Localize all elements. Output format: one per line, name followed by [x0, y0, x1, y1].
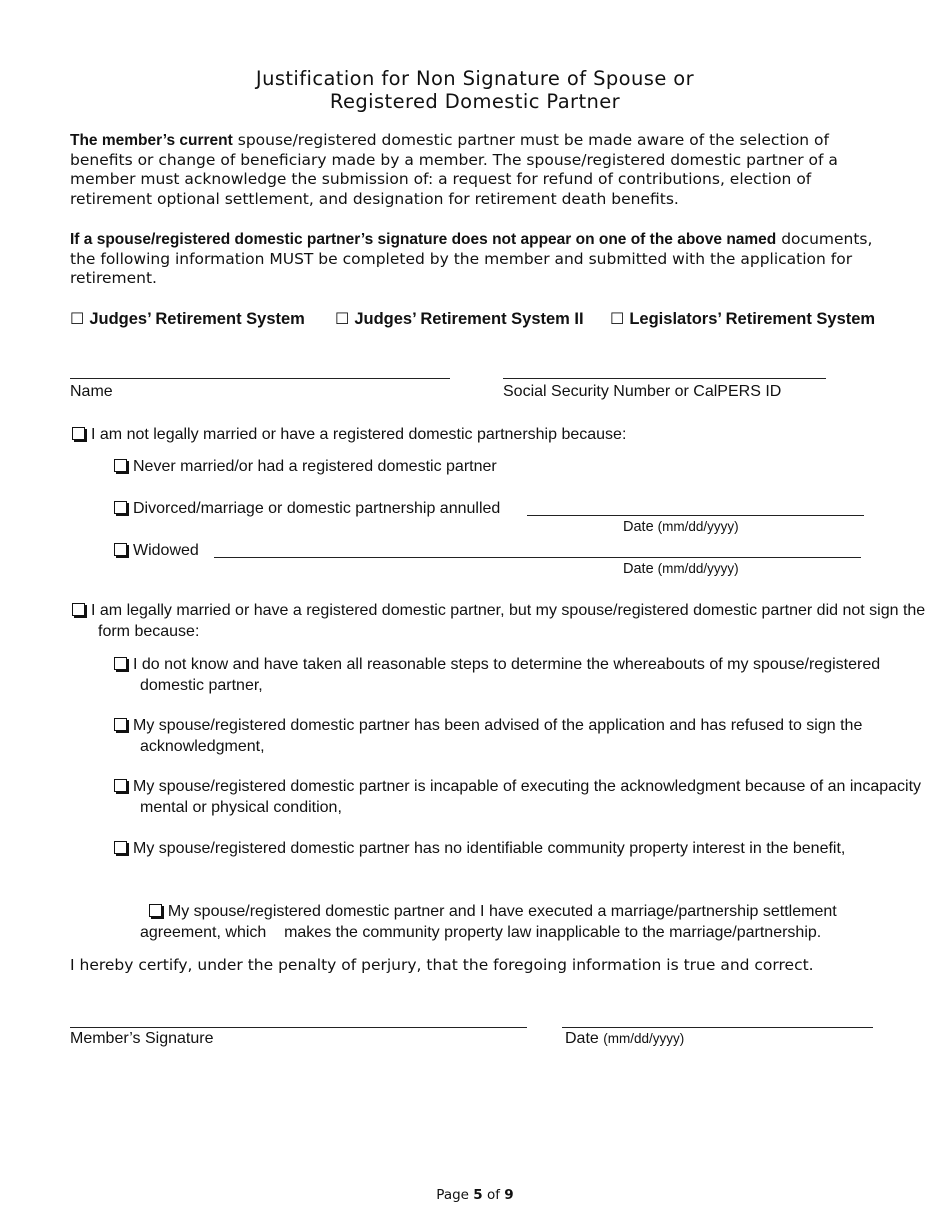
divorced-date-caption	[623, 519, 739, 535]
date-format: (mm/dd/yyyy)	[657, 519, 739, 534]
married-option[interactable]	[72, 600, 928, 642]
date-format: (mm/dd/yyyy)	[657, 561, 739, 576]
system-label: Legislators’ Retirement System	[629, 310, 876, 328]
name-label: Name	[70, 383, 113, 400]
never-married-label: Never married/or had a registered domestic partner	[133, 458, 497, 475]
reason-label: My spouse/registered domestic partner has no identifiable community property interest in the benefit,	[133, 840, 846, 857]
form-title	[0, 67, 950, 113]
system-label: Judges’ Retirement System II	[354, 310, 584, 328]
form-title-line1: Justification for Non Signature of Spouse or	[255, 67, 695, 90]
checkbox-icon[interactable]	[114, 779, 127, 792]
instruction-text: documents, the following information MUST be completed by the member and submitted with the application for retirement.	[70, 230, 873, 287]
married-reason-3[interactable]	[114, 776, 935, 818]
never-married-option[interactable]	[114, 456, 497, 477]
signature-date-field[interactable]	[562, 1027, 873, 1028]
checkbox-icon[interactable]: ☐	[70, 309, 85, 328]
intro-lead: The member’s current	[70, 132, 233, 149]
instruction-paragraph	[70, 230, 885, 289]
checkbox-icon[interactable]: ☐	[335, 309, 350, 328]
divorced-label: Divorced/marriage or domestic partnership annulled	[133, 500, 501, 517]
checkbox-icon[interactable]	[114, 841, 127, 854]
date-format: (mm/dd/yyyy)	[603, 1031, 685, 1046]
checkbox-icon[interactable]: ☐	[610, 309, 625, 328]
married-reason-1[interactable]	[114, 654, 930, 696]
checkbox-icon[interactable]	[114, 543, 127, 556]
married-reason-2[interactable]	[114, 715, 930, 757]
page-number	[0, 1187, 950, 1203]
checkbox-icon[interactable]	[114, 657, 127, 670]
widowed-label: Widowed	[133, 542, 199, 559]
page-total: 9	[504, 1187, 514, 1203]
instruction-lead: If a spouse/registered domestic partner’s signature does not appear on one of the above named	[70, 231, 777, 248]
date-label: Date	[623, 561, 654, 577]
signature-field[interactable]	[70, 1027, 527, 1028]
married-reason-4[interactable]	[114, 838, 845, 859]
not-married-label: I am not legally married or have a registered domestic partnership because:	[91, 426, 627, 443]
checkbox-icon[interactable]	[114, 501, 127, 514]
signature-date-caption	[565, 1030, 684, 1048]
ssn-label: Social Security Number or CalPERS ID	[503, 383, 782, 400]
system-option-jrs[interactable]	[70, 309, 305, 329]
checkbox-icon[interactable]	[149, 904, 162, 917]
page-prefix: Page	[436, 1187, 469, 1203]
system-option-lrs[interactable]	[610, 309, 875, 329]
date-label: Date	[565, 1030, 599, 1047]
ssn-field[interactable]	[503, 378, 826, 379]
signature-label: Member’s Signature	[70, 1030, 214, 1047]
widowed-option[interactable]	[114, 540, 199, 561]
page-current: 5	[473, 1187, 483, 1203]
system-option-jrs2[interactable]	[335, 309, 584, 329]
intro-text: spouse/registered domestic partner must be made aware of the selection of benefits or change of beneficiary made by a member. The spouse/registered domestic partner of a member must acknowledge the submission of: a request for refund of contributions, election of retirement optional settlement, and designation for retirement death benefits.	[70, 131, 838, 208]
intro-paragraph	[70, 131, 885, 209]
certification-text: I hereby certify, under the penalty of perjury, that the foregoing information is true and correct.	[70, 956, 814, 974]
page-of: of	[486, 1187, 500, 1203]
checkbox-icon[interactable]	[72, 427, 85, 440]
checkbox-icon[interactable]	[114, 718, 127, 731]
not-married-option[interactable]	[72, 424, 626, 445]
name-field[interactable]	[70, 378, 450, 379]
divorced-date-field[interactable]	[527, 515, 864, 516]
system-label: Judges’ Retirement System	[89, 310, 305, 328]
date-label: Date	[623, 519, 654, 535]
checkbox-icon[interactable]	[114, 459, 127, 472]
form-title-line2: Registered Domestic Partner	[329, 90, 621, 113]
reason-label: My spouse/registered domestic partner has been advised of the application and has refused to sign the acknowledgment,	[133, 717, 863, 755]
reason-label: My spouse/registered domestic partner and I have executed a marriage/partnership settlement agreement, which makes the community property law inapplicable to the marriage/partnership.	[140, 903, 842, 941]
married-reason-5[interactable]	[114, 880, 910, 943]
reason-label: I do not know and have taken all reasonable steps to determine the whereabouts of my spouse/registered domestic partner,	[133, 656, 881, 694]
reason-label: My spouse/registered domestic partner is incapable of executing the acknowledgment because of an incapacity mental or physical condition,	[133, 778, 922, 816]
widowed-date-caption	[623, 561, 739, 577]
divorced-option[interactable]	[114, 498, 500, 519]
widowed-date-field[interactable]	[214, 557, 861, 558]
checkbox-icon[interactable]	[72, 603, 85, 616]
married-label: I am legally married or have a registered domestic partner, but my spouse/registered domestic partner did not sign the form because:	[91, 602, 926, 640]
